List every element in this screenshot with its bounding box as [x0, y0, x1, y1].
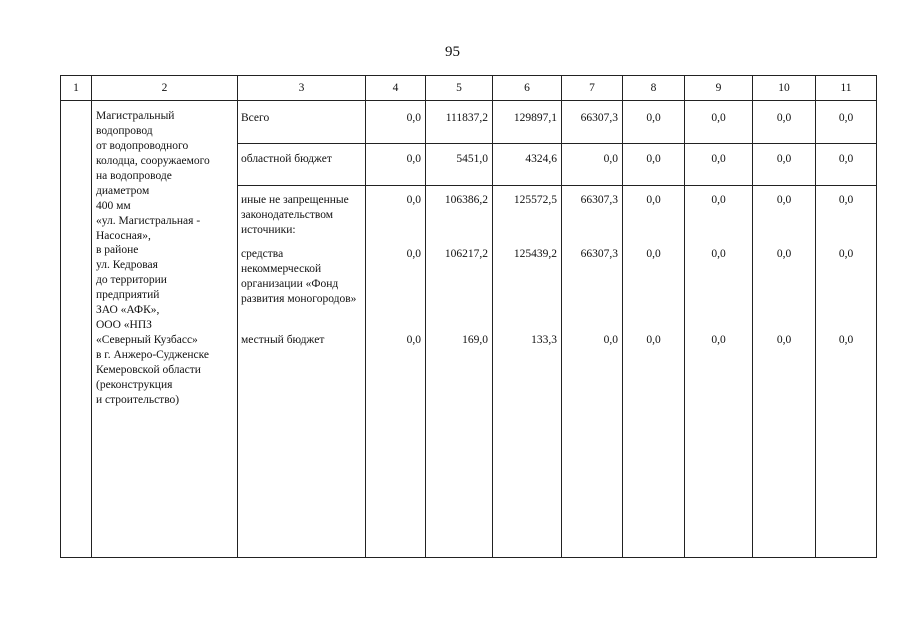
- value-cell: 4324,6: [525, 153, 557, 165]
- value-cell: 0,0: [776, 153, 792, 165]
- source-label-total: Всего: [241, 112, 270, 124]
- object-name-line: колодца, сооружаемого: [96, 154, 210, 167]
- value-cell: 0,0: [838, 112, 854, 124]
- value-cell: 0,0: [776, 194, 792, 206]
- index-cell: [61, 101, 92, 558]
- value-cell: 5451,0: [456, 153, 488, 165]
- value-cell: 0,0: [711, 112, 726, 124]
- value-cell: 169,0: [462, 334, 488, 346]
- value-col-5: [426, 101, 493, 558]
- value-cell: 0,0: [646, 194, 661, 206]
- col-header: 5: [426, 76, 493, 101]
- object-name-line: водопровод: [96, 124, 153, 137]
- value-cell: 0,0: [603, 153, 618, 165]
- object-name-line: до территории: [96, 274, 167, 287]
- object-name-line: (реконструкция: [96, 378, 173, 391]
- value-cell: 129897,1: [513, 112, 557, 124]
- value-cell: 0,0: [711, 194, 726, 206]
- object-name-cell: [92, 101, 238, 558]
- value-cell: 0,0: [646, 112, 661, 124]
- financing-table: [60, 75, 877, 558]
- value-col-9: [685, 101, 753, 558]
- value-col-11: [816, 101, 877, 558]
- value-col-10: [753, 101, 816, 558]
- value-cell: 133,3: [531, 334, 557, 346]
- value-cell: 66307,3: [580, 194, 618, 206]
- value-cell: 0,0: [646, 248, 661, 260]
- source-label-col: [238, 101, 366, 558]
- value-cell: 0,0: [838, 334, 854, 346]
- col-header: 3: [238, 76, 366, 101]
- col-header: 7: [562, 76, 623, 101]
- value-col-8: [623, 101, 685, 558]
- source-label-regional: областной бюджет: [241, 153, 332, 165]
- object-name-line: «ул. Магистральная -: [96, 214, 201, 227]
- object-name-line: диаметром: [96, 184, 150, 197]
- col-header: 1: [61, 76, 92, 101]
- value-col-6: [493, 101, 562, 558]
- source-label-other: иные не запрещенные законодательством источники:: [241, 194, 349, 236]
- object-name-line: ООО «НПЗ: [96, 319, 152, 332]
- value-col-4: [366, 101, 426, 558]
- header-row: [61, 76, 877, 101]
- value-cell: 125439,2: [513, 248, 557, 260]
- col-header: 2: [92, 76, 238, 101]
- value-cell: 106217,2: [444, 248, 488, 260]
- object-name-line: в г. Анжеро-Судженске: [96, 349, 209, 361]
- object-name-line: Кемеровской области: [96, 363, 201, 376]
- value-cell: 0,0: [838, 248, 854, 260]
- value-cell: 0,0: [838, 194, 854, 206]
- page-number: 95: [445, 44, 460, 60]
- value-cell: 0,0: [776, 248, 792, 260]
- object-name-line: в районе: [96, 244, 139, 257]
- object-name-line: предприятий: [96, 289, 160, 302]
- value-cell: 0,0: [406, 248, 421, 260]
- value-cell: 0,0: [603, 334, 618, 346]
- value-col-7: [562, 101, 623, 558]
- value-cell: 0,0: [776, 334, 792, 346]
- value-cell: 0,0: [406, 153, 421, 165]
- object-name-line: Насосная»,: [96, 229, 151, 242]
- source-label-nko: средства некоммерческой организации «Фонд развития моногородов»: [241, 248, 357, 305]
- value-cell: 0,0: [711, 248, 726, 260]
- body-row: [61, 101, 877, 558]
- value-cell: 0,0: [838, 153, 854, 165]
- value-cell: 125572,5: [513, 194, 557, 206]
- source-label-local: местный бюджет: [241, 334, 325, 346]
- object-name-line: ул. Кедровая: [96, 259, 158, 272]
- value-cell: 0,0: [406, 194, 421, 206]
- col-header: 8: [623, 76, 685, 101]
- object-name-line: 400 мм: [96, 199, 131, 212]
- value-cell: 0,0: [406, 112, 421, 124]
- value-cell: 0,0: [711, 334, 726, 346]
- value-cell: 66307,3: [580, 112, 618, 124]
- value-cell: 0,0: [776, 112, 792, 124]
- value-cell: 66307,3: [580, 248, 618, 260]
- value-cell: 106386,2: [444, 194, 488, 206]
- object-name-line: «Северный Кузбасс»: [96, 334, 198, 347]
- col-header: 11: [816, 76, 877, 101]
- object-name-line: Магистральный: [96, 110, 175, 122]
- object-name-line: и строительство): [96, 393, 180, 406]
- col-header: 4: [366, 76, 426, 101]
- col-header: 6: [493, 76, 562, 101]
- value-cell: 111837,2: [445, 112, 488, 124]
- object-name-line: на водопроводе: [96, 169, 172, 182]
- value-cell: 0,0: [646, 334, 661, 346]
- value-cell: 0,0: [646, 153, 661, 165]
- value-cell: 0,0: [711, 153, 726, 165]
- col-header: 10: [753, 76, 816, 101]
- object-name-line: от водопроводного: [96, 139, 189, 152]
- col-header: 9: [685, 76, 753, 101]
- value-cell: 0,0: [406, 334, 421, 346]
- object-name-line: ЗАО «АФК»,: [96, 304, 160, 317]
